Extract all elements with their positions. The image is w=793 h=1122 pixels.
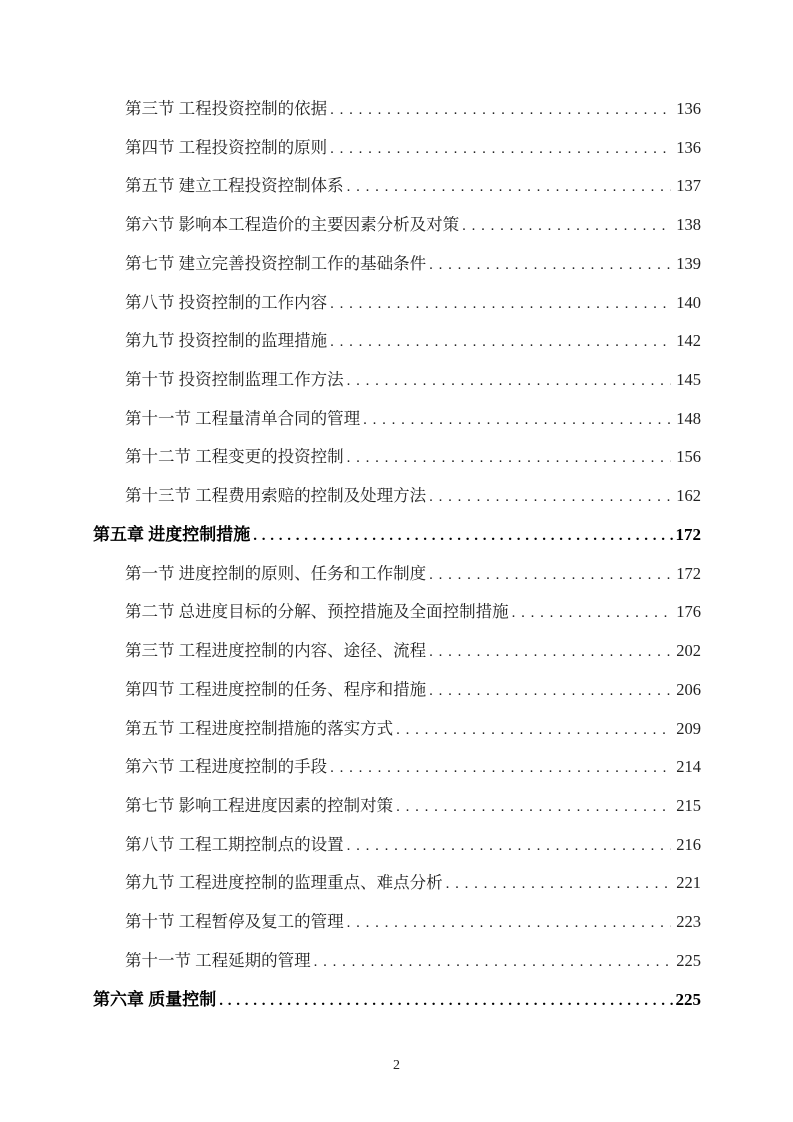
toc-entry-page-number: 142 xyxy=(676,331,701,351)
toc-entry-page-number: 156 xyxy=(676,447,701,467)
toc-entry-chapter[interactable] xyxy=(93,525,701,564)
toc-entry-section[interactable] xyxy=(93,680,701,719)
toc-entry-title: 第十一节 工程延期的管理 xyxy=(125,950,311,970)
toc-entry-title: 第十二节 工程变更的投资控制 xyxy=(125,447,344,467)
toc-entry-page-number: 172 xyxy=(675,524,701,544)
toc-entry-title: 第十三节 工程费用索赔的控制及处理方法 xyxy=(125,486,427,506)
dot-leader xyxy=(219,990,674,1010)
toc-entry-page-number: 225 xyxy=(676,950,701,970)
dot-leader xyxy=(347,370,672,390)
toc-entry-section[interactable] xyxy=(93,138,701,177)
toc-entry-page-number: 223 xyxy=(676,912,701,932)
dot-leader xyxy=(330,293,671,313)
dot-leader xyxy=(363,409,671,429)
toc-entry-page-number: 176 xyxy=(676,602,701,622)
toc-entry-section[interactable] xyxy=(93,835,701,874)
dot-leader xyxy=(330,331,671,351)
toc-entry-page-number: 216 xyxy=(676,834,701,854)
toc-entry-title: 第八节 投资控制的工作内容 xyxy=(125,292,328,312)
toc-entry-section[interactable] xyxy=(93,176,701,215)
toc-entry-page-number: 138 xyxy=(676,215,701,235)
dot-leader xyxy=(429,641,671,661)
page-number: 2 xyxy=(393,1058,400,1073)
toc-entry-title: 第三节 工程投资控制的依据 xyxy=(125,99,328,118)
toc-entry-chapter[interactable] xyxy=(93,990,701,1029)
toc-entry-title: 第四节 工程投资控制的原则 xyxy=(125,137,328,157)
table-of-contents xyxy=(93,99,701,1028)
toc-entry-title: 第一节 进度控制的原则、任务和工作制度 xyxy=(125,563,427,583)
dot-leader xyxy=(330,757,671,777)
dot-leader xyxy=(347,447,672,467)
toc-entry-title: 第十节 工程暂停及复工的管理 xyxy=(125,912,344,932)
toc-entry-page-number: 162 xyxy=(676,486,701,506)
dot-leader xyxy=(347,176,672,196)
toc-entry-title: 第二节 总进度目标的分解、预控措施及全面控制措施 xyxy=(125,602,509,622)
toc-entry-title: 第九节 投资控制的监理措施 xyxy=(125,331,328,351)
toc-entry-section[interactable] xyxy=(93,641,701,680)
dot-leader xyxy=(347,912,672,932)
toc-entry-page-number: 145 xyxy=(676,370,701,390)
toc-entry-title: 第五章 进度控制措施 xyxy=(93,524,251,544)
dot-leader xyxy=(429,680,671,700)
toc-entry-section[interactable] xyxy=(93,447,701,486)
toc-entry-page-number: 221 xyxy=(676,873,701,893)
toc-entry-section[interactable] xyxy=(93,370,701,409)
toc-entry-section[interactable] xyxy=(93,602,701,641)
toc-entry-page-number: 172 xyxy=(676,563,701,583)
toc-entry-title: 第七节 影响工程进度因素的控制对策 xyxy=(125,795,394,815)
toc-entry-title: 第六节 工程进度控制的手段 xyxy=(125,757,328,777)
toc-entry-section[interactable] xyxy=(93,254,701,293)
dot-leader xyxy=(429,254,671,274)
toc-entry-title: 第三节 工程进度控制的内容、途径、流程 xyxy=(125,641,427,661)
dot-leader xyxy=(429,486,671,506)
toc-entry-section[interactable] xyxy=(93,757,701,796)
toc-entry-page-number: 148 xyxy=(676,408,701,428)
toc-entry-title: 第五节 工程进度控制措施的落实方式 xyxy=(125,718,394,738)
toc-entry-title: 第六章 质量控制 xyxy=(93,989,217,1009)
dot-leader xyxy=(330,138,671,158)
toc-entry-title: 第四节 工程进度控制的任务、程序和措施 xyxy=(125,679,427,699)
toc-entry-section[interactable] xyxy=(93,796,701,835)
toc-entry-title: 第六节 影响本工程造价的主要因素分析及对策 xyxy=(125,215,460,235)
toc-entry-section[interactable] xyxy=(93,486,701,525)
dot-leader xyxy=(330,99,671,119)
dot-leader xyxy=(512,602,672,622)
toc-entry-title: 第十一节 工程量清单合同的管理 xyxy=(125,408,361,428)
toc-entry-section[interactable] xyxy=(93,215,701,254)
toc-entry-page-number: 202 xyxy=(676,641,701,661)
toc-entry-page-number: 139 xyxy=(676,253,701,273)
toc-entry-section[interactable] xyxy=(93,99,701,138)
dot-leader xyxy=(429,564,671,584)
toc-entry-page-number: 214 xyxy=(676,757,701,777)
toc-entry-section[interactable] xyxy=(93,293,701,332)
dot-leader xyxy=(396,796,671,816)
toc-entry-title: 第九节 工程进度控制的监理重点、难点分析 xyxy=(125,873,443,893)
toc-entry-title: 第八节 工程工期控制点的设置 xyxy=(125,834,344,854)
toc-entry-page-number: 136 xyxy=(676,99,701,118)
dot-leader xyxy=(396,719,671,739)
toc-entry-page-number: 209 xyxy=(676,718,701,738)
toc-entry-title: 第五节 建立工程投资控制体系 xyxy=(125,176,344,196)
toc-entry-section[interactable] xyxy=(93,409,701,448)
toc-entry-section[interactable] xyxy=(93,912,701,951)
toc-entry-page-number: 137 xyxy=(676,176,701,196)
toc-entry-page-number: 136 xyxy=(676,137,701,157)
dot-leader xyxy=(446,873,672,893)
toc-entry-title: 第七节 建立完善投资控制工作的基础条件 xyxy=(125,253,427,273)
toc-entry-section[interactable] xyxy=(93,951,701,990)
toc-entry-section[interactable] xyxy=(93,564,701,603)
toc-entry-page-number: 140 xyxy=(676,292,701,312)
toc-entry-page-number: 206 xyxy=(676,679,701,699)
dot-leader xyxy=(462,215,671,235)
toc-entry-page-number: 225 xyxy=(675,989,701,1009)
dot-leader xyxy=(314,951,672,971)
dot-leader xyxy=(253,525,674,545)
dot-leader xyxy=(347,835,672,855)
toc-entry-page-number: 215 xyxy=(676,795,701,815)
toc-entry-section[interactable] xyxy=(93,719,701,758)
toc-entry-title: 第十节 投资控制监理工作方法 xyxy=(125,370,344,390)
toc-entry-section[interactable] xyxy=(93,331,701,370)
toc-entry-section[interactable] xyxy=(93,873,701,912)
